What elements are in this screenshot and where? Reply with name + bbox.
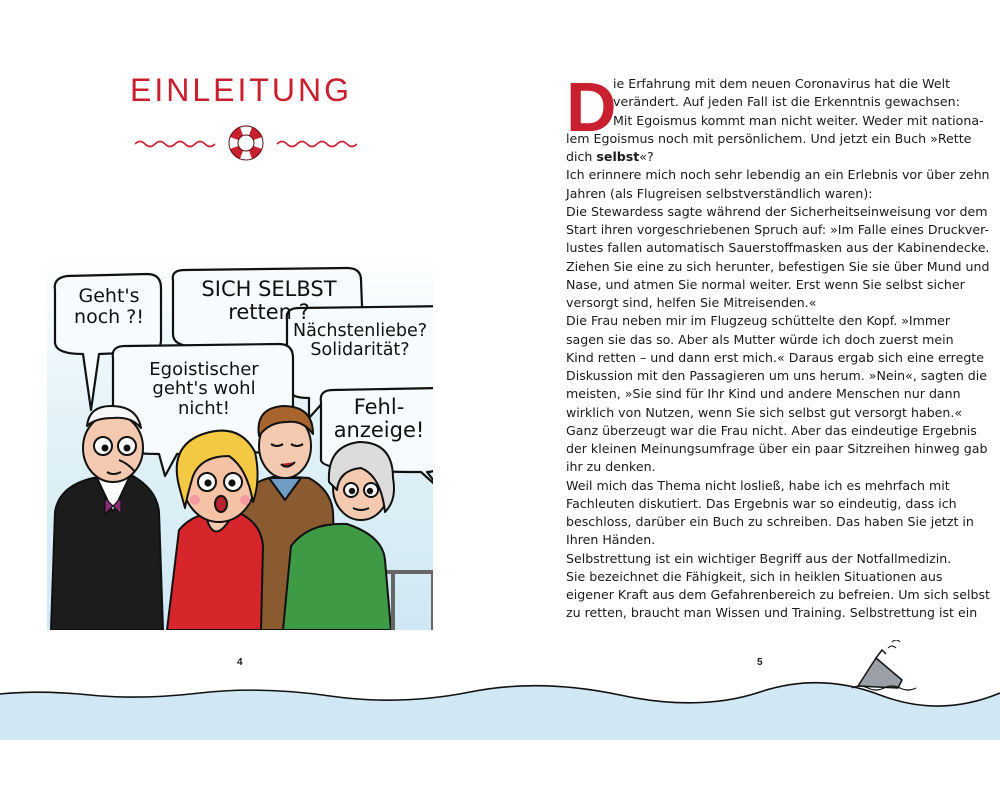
text-fragment: dich (566, 149, 597, 164)
text-line: lustes fallen automatisch Sauerstoffmasken aus der Kabinendecke. (566, 240, 990, 256)
text-line: Sie bezeichnet die Fähigkeit, sich in heiklen Situationen aus (566, 568, 943, 584)
text-line: meisten, »Sie sind für Ihr Kind und andere Menschen nur dann (566, 386, 961, 402)
text-line: zu retten, braucht man Wissen und Training. Selbstrettung ist ein (566, 605, 978, 621)
page-number-right: 5 (757, 657, 763, 668)
sinking-ship-icon (852, 640, 916, 690)
lifebuoy-ornament (135, 122, 357, 164)
bubble-text-egoistischer: Egoistischer geht's wohl nicht! (149, 359, 259, 419)
text-line: Selbstrettung ist ein wichtiger Begriff aus der Notfallmedizin. (566, 550, 952, 566)
text-line: wirklich von Nutzen, wenn Sie sich selbst gut versorgt haben.« (566, 404, 963, 420)
drop-cap: D (566, 68, 617, 146)
text-line: Weil mich das Thema nicht losließ, habe ich es mehrfach mit (566, 477, 950, 493)
page-number-left: 4 (237, 657, 243, 668)
text-line: verändert. Auf jeden Fall ist die Erkenntnis gewachsen: (613, 94, 960, 110)
bubble-text-naechstenliebe: Nächstenliebe? Solidarität? (292, 321, 428, 360)
text-fragment: «? (639, 149, 654, 164)
text-line: Jahren (als Flugreisen selbstverständlich waren): (566, 185, 873, 201)
text-line: Fachleuten diskutiert. Das Ergebnis war so eindeutig, dass ich (566, 495, 957, 511)
text-line: Die Frau neben mir im Flugzeug schüttelte den Kopf. »Immer (566, 313, 951, 329)
text-line: ihr zu denken. (566, 459, 656, 475)
cartoon-illustration (47, 250, 433, 630)
bubble-text-sich-selbst: SICH SELBST retten ? (201, 277, 337, 324)
text-line: Die Stewardess sagte während der Sicherheitseinweisung vor dem (566, 203, 988, 219)
text-line: Kind retten – und dann erst mich.« Daraus ergab sich eine erregte (566, 349, 984, 365)
text-line: beschloss, darüber ein Buch zu schreiben. Das haben Sie jetzt in (566, 514, 974, 529)
character-woman-red (167, 431, 263, 630)
text-line: Mit Egoismus kommt man nicht weiter. Weder mit nationa- (613, 112, 984, 128)
text-line: Ihren Händen. (566, 532, 656, 548)
bubble-text-gehts-noch: Geht's noch ?! (74, 285, 144, 328)
body-text (566, 68, 990, 623)
bubble-text-fehlanzeige: Fehl- anzeige! (333, 395, 425, 442)
sea-band (0, 640, 1000, 740)
text-line: Diskussion mit den Passagieren um uns herum. »Nein«, sagten die (566, 368, 988, 383)
text-line: ie Erfahrung mit dem neuen Coronavirus hat die Welt (613, 76, 951, 91)
text-line: Start ihren vorgeschriebenen Spruch auf: »Im Falle eines Druckver- (566, 222, 990, 237)
lifebuoy-icon (229, 126, 263, 160)
text-line: lem Egoismus noch mit persönlichem. Und jetzt ein Buch »Rette (566, 130, 972, 146)
text-line: Ziehen Sie eine zu sich herunter, befestigen Sie sie über Mund und (566, 258, 990, 274)
text-line: Nase, und atmen Sie normal weiter. Erst wenn Sie selbst sicher (566, 276, 965, 292)
text-line: sagen sie das so. Aber als Mutter würde ich doch zuerst mein (566, 331, 954, 347)
text-emphasis: selbst (596, 149, 640, 164)
text-line: versorgt sind, helfen Sie Mitreisenden.« (566, 295, 817, 310)
chapter-title: EINLEITUNG (129, 72, 353, 108)
text-line: der kleinen Meinungsumfrage über ein paar Sitzreihen hinweg gab (566, 441, 988, 456)
text-line: Ganz überzeugt war die Frau nicht. Aber das eindeutige Ergebnis (566, 422, 977, 438)
text-line (566, 148, 952, 166)
text-line: Ich erinnere mich noch sehr lebendig an ein Erlebnis vor über zehn (566, 167, 990, 183)
text-line: eigener Kraft aus dem Gefahrenbereich zu befreien. Um sich selbst (566, 587, 990, 602)
